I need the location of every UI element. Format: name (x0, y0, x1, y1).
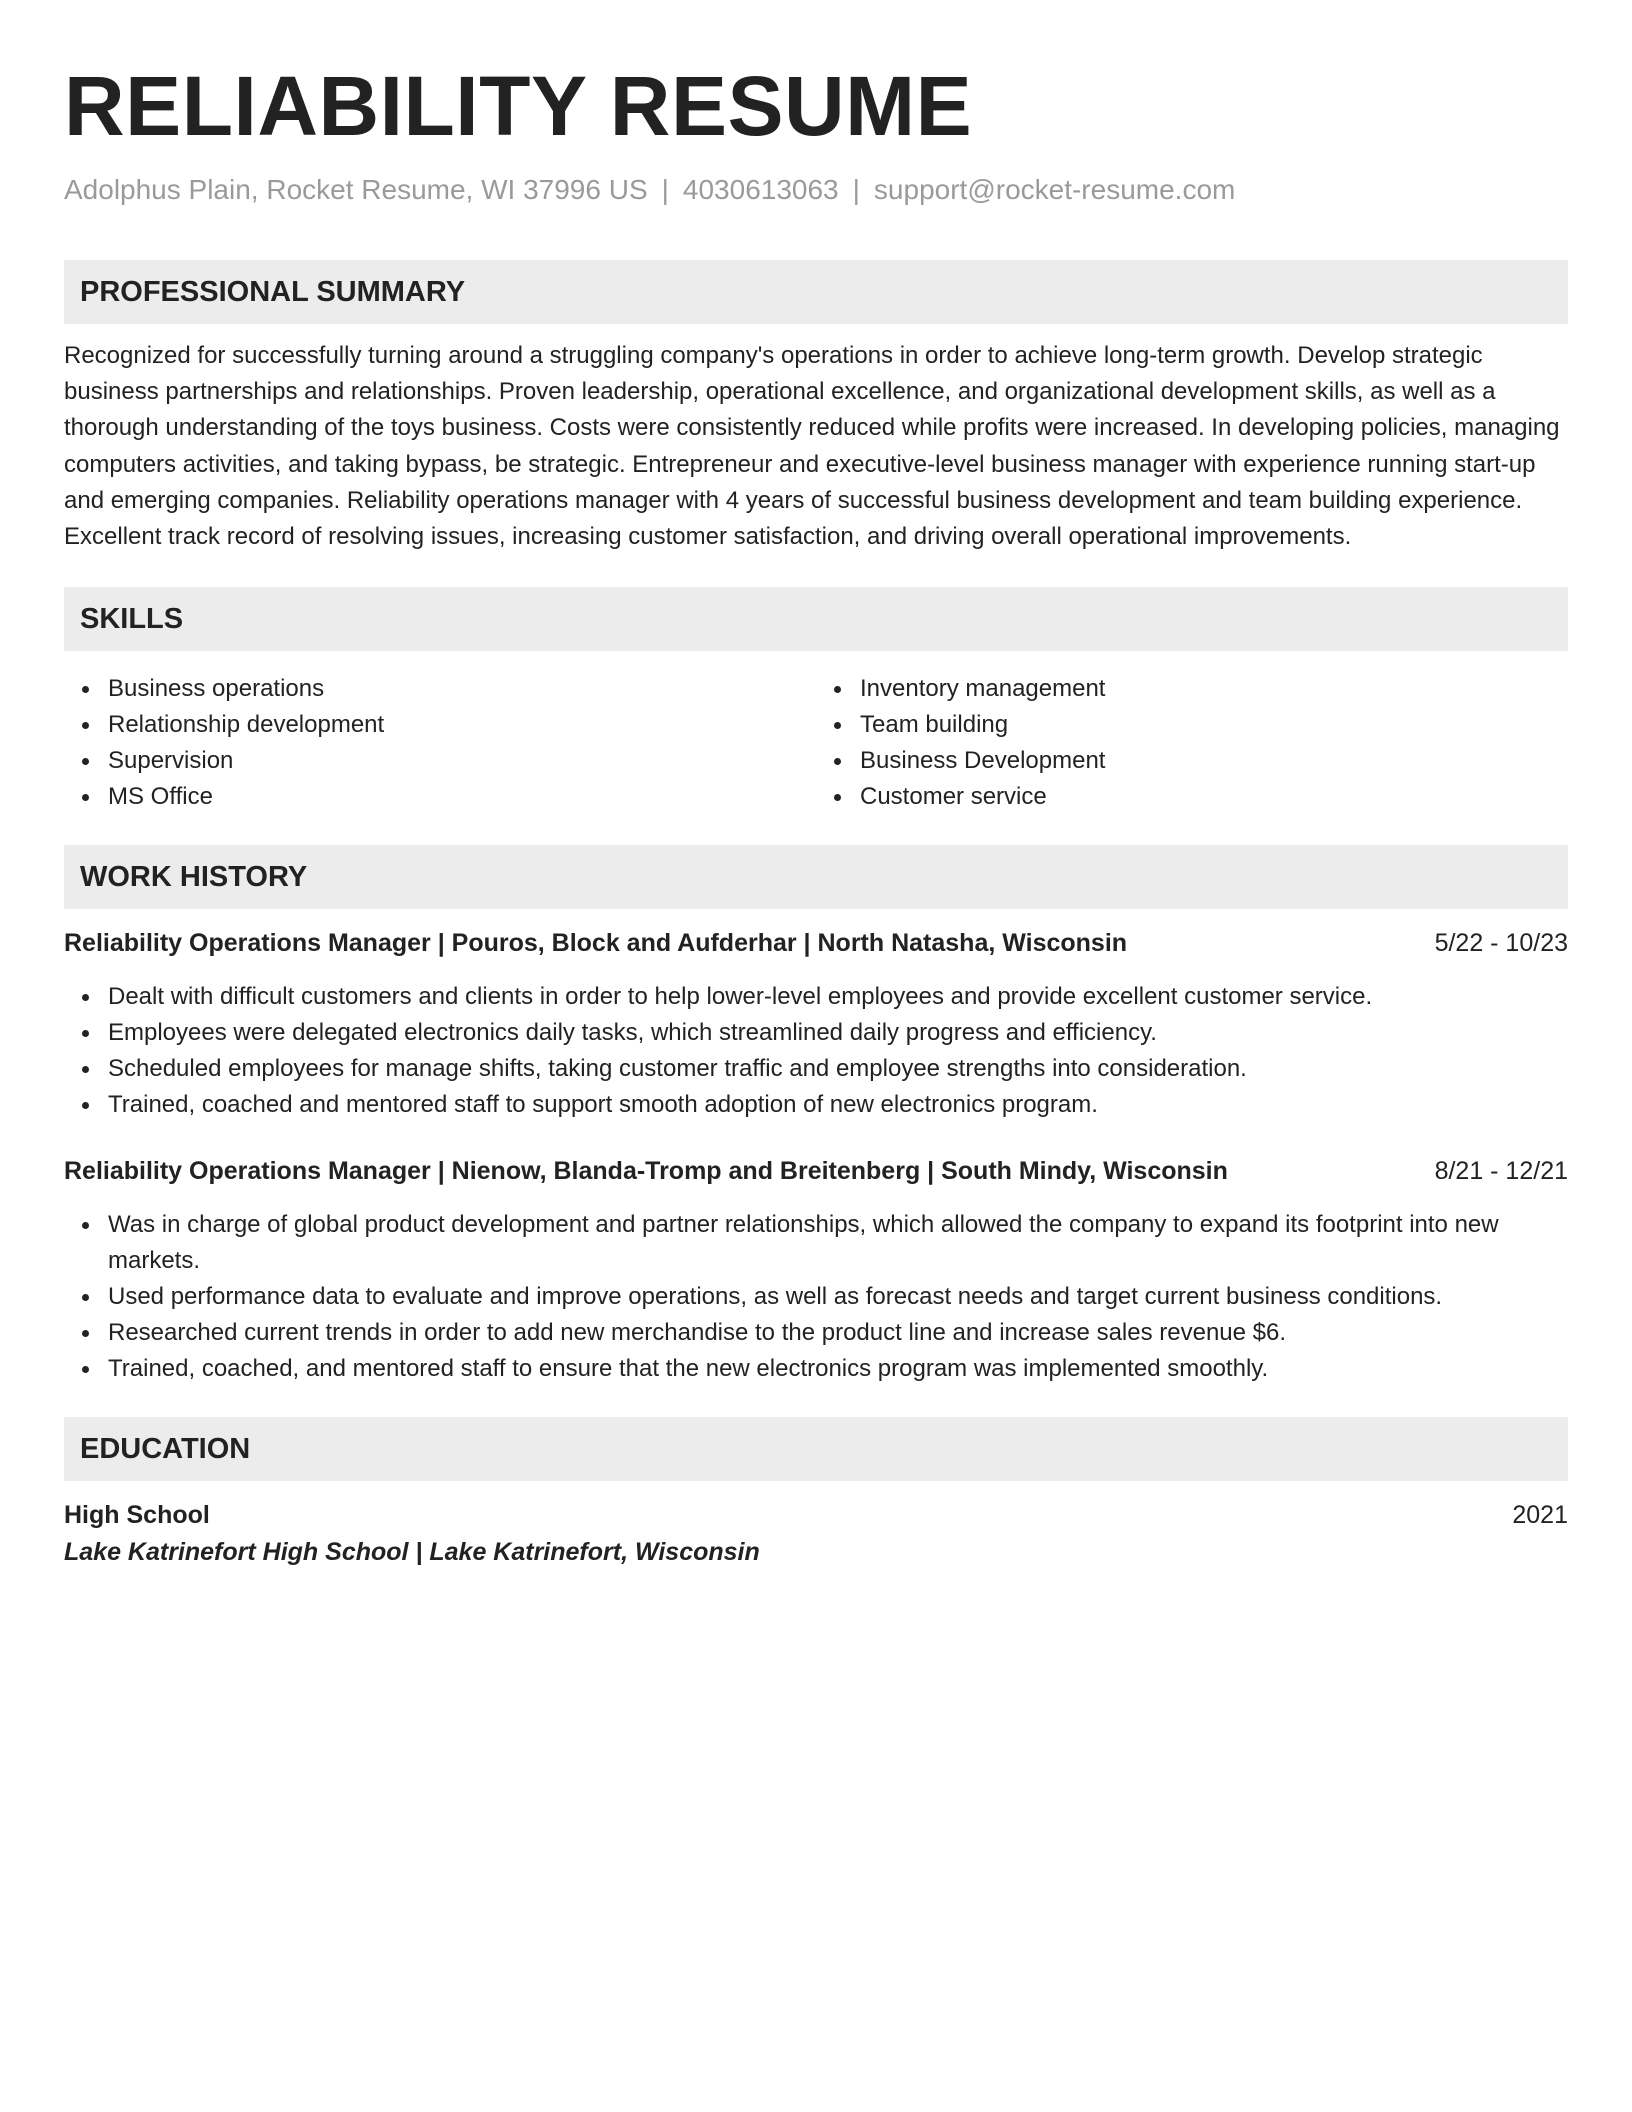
skills-list (64, 671, 1568, 815)
job-bullet: Trained, coached, and mentored staff to ensure that the new electronics program was implemented smoothly. (108, 1351, 1568, 1387)
contact-separator: | (661, 174, 669, 205)
contact-address: Adolphus Plain, Rocket Resume, WI 37996 US (64, 174, 648, 205)
job-dates: 5/22 - 10/23 (1434, 929, 1568, 958)
job-bullet: Researched current trends in order to add new merchandise to the product line and increase sales revenue $6. (108, 1315, 1568, 1351)
skill-item: MS Office (108, 779, 816, 815)
job-bullet: Dealt with difficult customers and clients in order to help lower-level employees and provide excellent customer service. (108, 979, 1568, 1015)
work-history-heading: WORK HISTORY (64, 845, 1568, 909)
job-bullet: Employees were delegated electronics daily tasks, which streamlined daily progress and efficiency. (108, 1015, 1568, 1051)
job-header (64, 925, 1568, 961)
skill-item: Supervision (108, 743, 816, 779)
job-entry (64, 925, 1568, 1123)
job-bullets (64, 1207, 1568, 1387)
skill-item: Inventory management (860, 671, 1568, 707)
job-bullet: Used performance data to evaluate and improve operations, as well as forecast needs and target current business conditions. (108, 1279, 1568, 1315)
job-bullet: Trained, coached and mentored staff to support smooth adoption of new electronics program. (108, 1087, 1568, 1123)
skills-heading: SKILLS (64, 587, 1568, 651)
job-bullets (64, 979, 1568, 1123)
job-entry (64, 1153, 1568, 1387)
contact-separator: | (852, 174, 860, 205)
job-header (64, 1153, 1568, 1189)
job-bullet: Was in charge of global product development and partner relationships, which allowed the company to expand its footprint into new markets. (108, 1207, 1568, 1279)
contact-phone: 4030613063 (682, 174, 839, 205)
skill-item: Customer service (860, 779, 1568, 815)
skill-item: Team building (860, 707, 1568, 743)
skill-item: Relationship development (108, 707, 816, 743)
contact-line (64, 172, 1568, 208)
education-header (64, 1497, 1568, 1533)
resume-name: RELIABILITY RESUME (64, 59, 973, 153)
summary-heading: PROFESSIONAL SUMMARY (64, 260, 1568, 324)
job-title: Reliability Operations Manager | Nienow, Blanda-Tromp and Breitenberg | South Mindy, Wisconsin (64, 1157, 1228, 1186)
skill-item: Business Development (860, 743, 1568, 779)
job-title: Reliability Operations Manager | Pouros, Block and Aufderhar | North Natasha, Wisconsin (64, 929, 1128, 958)
education-heading: EDUCATION (64, 1417, 1568, 1481)
contact-email: support@rocket-resume.com (873, 174, 1236, 205)
education-year: 2021 (1512, 1501, 1568, 1530)
skills-column-left (64, 671, 816, 815)
education-school: Lake Katrinefort High School | Lake Katrinefort, Wisconsin (64, 1538, 760, 1567)
job-bullet: Scheduled employees for manage shifts, taking customer traffic and employee strengths into consideration. (108, 1051, 1568, 1087)
education-degree: High School (64, 1501, 210, 1530)
job-dates: 8/21 - 12/21 (1434, 1157, 1568, 1186)
skills-column-right (816, 671, 1568, 815)
summary-text: Recognized for successfully turning around a struggling company's operations in order to achieve long-term growth. Develop strategic business partnerships and relationships. Proven leadership, operational excellence, and organizational development skills, as well as a thorough understanding of the toys business. Costs were consistently reduced while profits were increased. In developing policies, managing computers activities, and taking bypass, be strategic. Entrepreneur and executive-level business manager with experience running start-up and emerging companies. Reliability operations manager with 4 years of successful business development and team building experience. Excellent track record of resolving issues, increasing customer satisfaction, and driving overall operational improvements. (64, 342, 1560, 551)
skill-item: Business operations (108, 671, 816, 707)
